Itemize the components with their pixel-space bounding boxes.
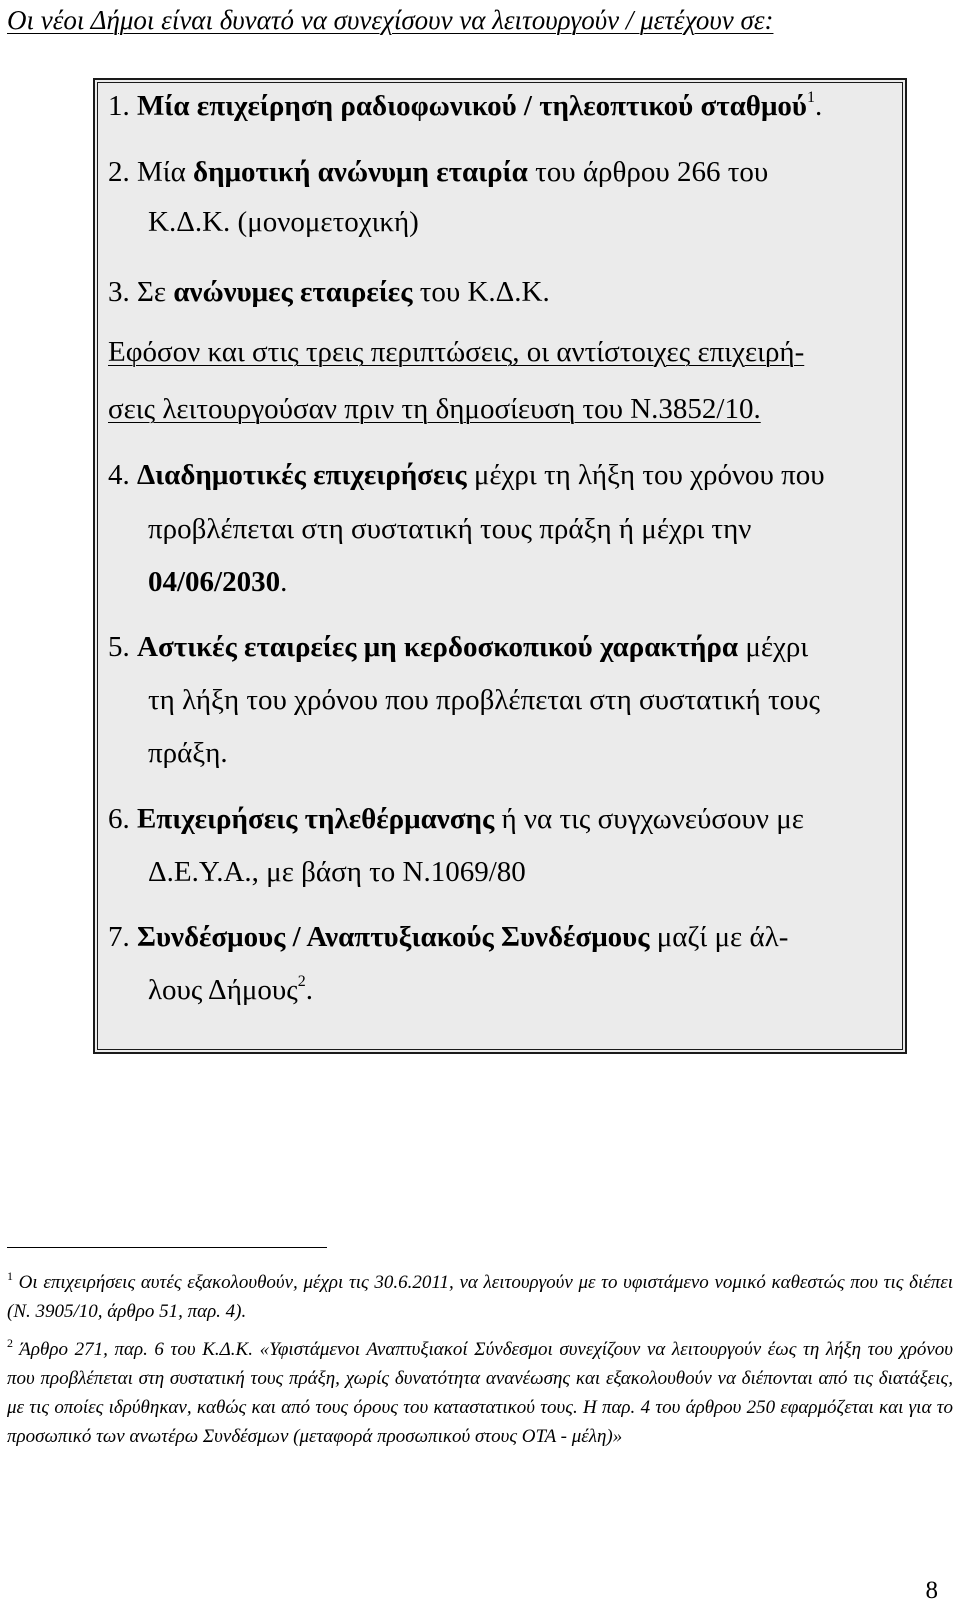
list-item-2-continuation: Κ.Δ.Κ. (μονομετοχική) — [148, 206, 419, 238]
item-text: λους Δήμους — [148, 974, 298, 1006]
item-text: μαζί με άλ- — [649, 921, 789, 953]
page-heading-text: Οι νέοι Δήμοι είναι δυνατό να συνεχίσουν να λειτουργούν / μετέχουν σε: — [7, 5, 774, 35]
list-number: 1. — [108, 90, 130, 122]
item-end: . — [305, 974, 314, 1006]
footnote-ref-2: 2 — [297, 973, 306, 990]
list-item-6-continuation: Δ.Ε.Υ.Α., με βάση το Ν.1069/80 — [148, 856, 526, 888]
conditions-note-line-1: Εφόσον και στις τρεις περιπτώσεις, οι αντίστοιχες επιχειρή- — [108, 336, 805, 368]
page-number: 8 — [925, 1577, 938, 1604]
list-item-5-continuation-2: πράξη. — [148, 737, 228, 769]
item-emphasis: Αστικές εταιρείες μη κερδοσκοπικού χαρακτήρα — [137, 631, 739, 663]
footnote-separator — [7, 1247, 327, 1248]
list-number: 2. — [108, 156, 130, 188]
item-text: ή να τις συγχωνεύσουν με — [494, 803, 804, 835]
deadline-date: 04/06/2030 — [148, 566, 281, 598]
conditions-note-line-2: σεις λειτουργούσαν πριν τη δημοσίευση του Ν.3852/10. — [108, 393, 761, 425]
list-number: 3. — [108, 276, 130, 308]
list-number: 6. — [108, 803, 130, 835]
list-item-6 — [108, 802, 804, 836]
item-emphasis: Συνδέσμους / Αναπτυξιακούς Συνδέσμους — [137, 921, 650, 953]
list-item-3 — [108, 275, 550, 309]
item-text: του άρθρου 266 του — [527, 156, 769, 188]
item-emphasis: Μία επιχείρηση ραδιοφωνικού / τηλεοπτικού σταθμού — [137, 90, 807, 122]
footnote-mark: 1 — [7, 1269, 13, 1283]
list-number: 7. — [108, 921, 130, 953]
footnote-mark: 2 — [7, 1336, 13, 1350]
list-number: 5. — [108, 631, 130, 663]
item-text: Σε — [137, 276, 174, 308]
footnote-text: Άρθρο 271, παρ. 6 του Κ.Δ.Κ. «Υφιστάμενοι Αναπτυξιακοί Σύνδεσμοι συνεχίζουν να λειτουργούν έως τη λήξη του χρόνου που προβλέπεται στη συστατική τους πράξη, χωρίς δυνατότητα ανανέωσης και εξακολουθούν να διέπονται από τις διατάξεις, με τις οποίες ιδρύθηκαν, καθώς και από τους όρους του καταστατικού τους. Η παρ. 4 του άρθρου 250 εφαρμόζεται και για το προσωπικό των ανωτέρω Συνδέσμων (μεταφορά προσωπικού στους ΟΤΑ - μέλη)» — [7, 1339, 953, 1447]
footnote-text: Οι επιχειρήσεις αυτές εξακολουθούν, μέχρι τις 30.6.2011, να λειτουργούν με το υφιστάμενο νομικό καθεστώς που τις διέπει (Ν. 3905/10, άρθρο 51, παρ. 4). — [7, 1272, 953, 1322]
item-emphasis: ανώνυμες εταιρείες — [173, 276, 413, 308]
list-item-4-date-line — [148, 565, 287, 599]
footnote-2 — [7, 1335, 953, 1451]
item-text: μέχρι τη λήξη του χρόνου που — [466, 459, 825, 491]
footnote-1 — [7, 1268, 953, 1326]
list-item-5-continuation-1: τη λήξη του χρόνου που προβλέπεται στη συστατική τους — [148, 684, 820, 716]
item-emphasis: Επιχειρήσεις τηλεθέρμανσης — [137, 803, 495, 835]
list-item-7 — [108, 920, 788, 954]
item-end: . — [814, 90, 823, 122]
item-text: Μία — [137, 156, 194, 188]
item-text: του Κ.Δ.Κ. — [412, 276, 550, 308]
list-item-2 — [108, 155, 768, 189]
list-item-7-continuation — [148, 973, 313, 1007]
list-item-5 — [108, 630, 808, 664]
list-item-1 — [108, 89, 822, 123]
list-item-4-continuation: προβλέπεται στη συστατική τους πράξη ή μέχρι την — [148, 513, 752, 545]
list-item-4 — [108, 458, 825, 492]
item-text: μέχρι — [738, 631, 809, 663]
page-heading — [7, 2, 957, 38]
item-emphasis: δημοτική ανώνυμη εταιρία — [193, 156, 528, 188]
footnote-ref-1: 1 — [806, 89, 815, 106]
item-emphasis: Διαδημοτικές επιχειρήσεις — [137, 459, 467, 491]
list-number: 4. — [108, 459, 130, 491]
item-end: . — [280, 566, 288, 598]
